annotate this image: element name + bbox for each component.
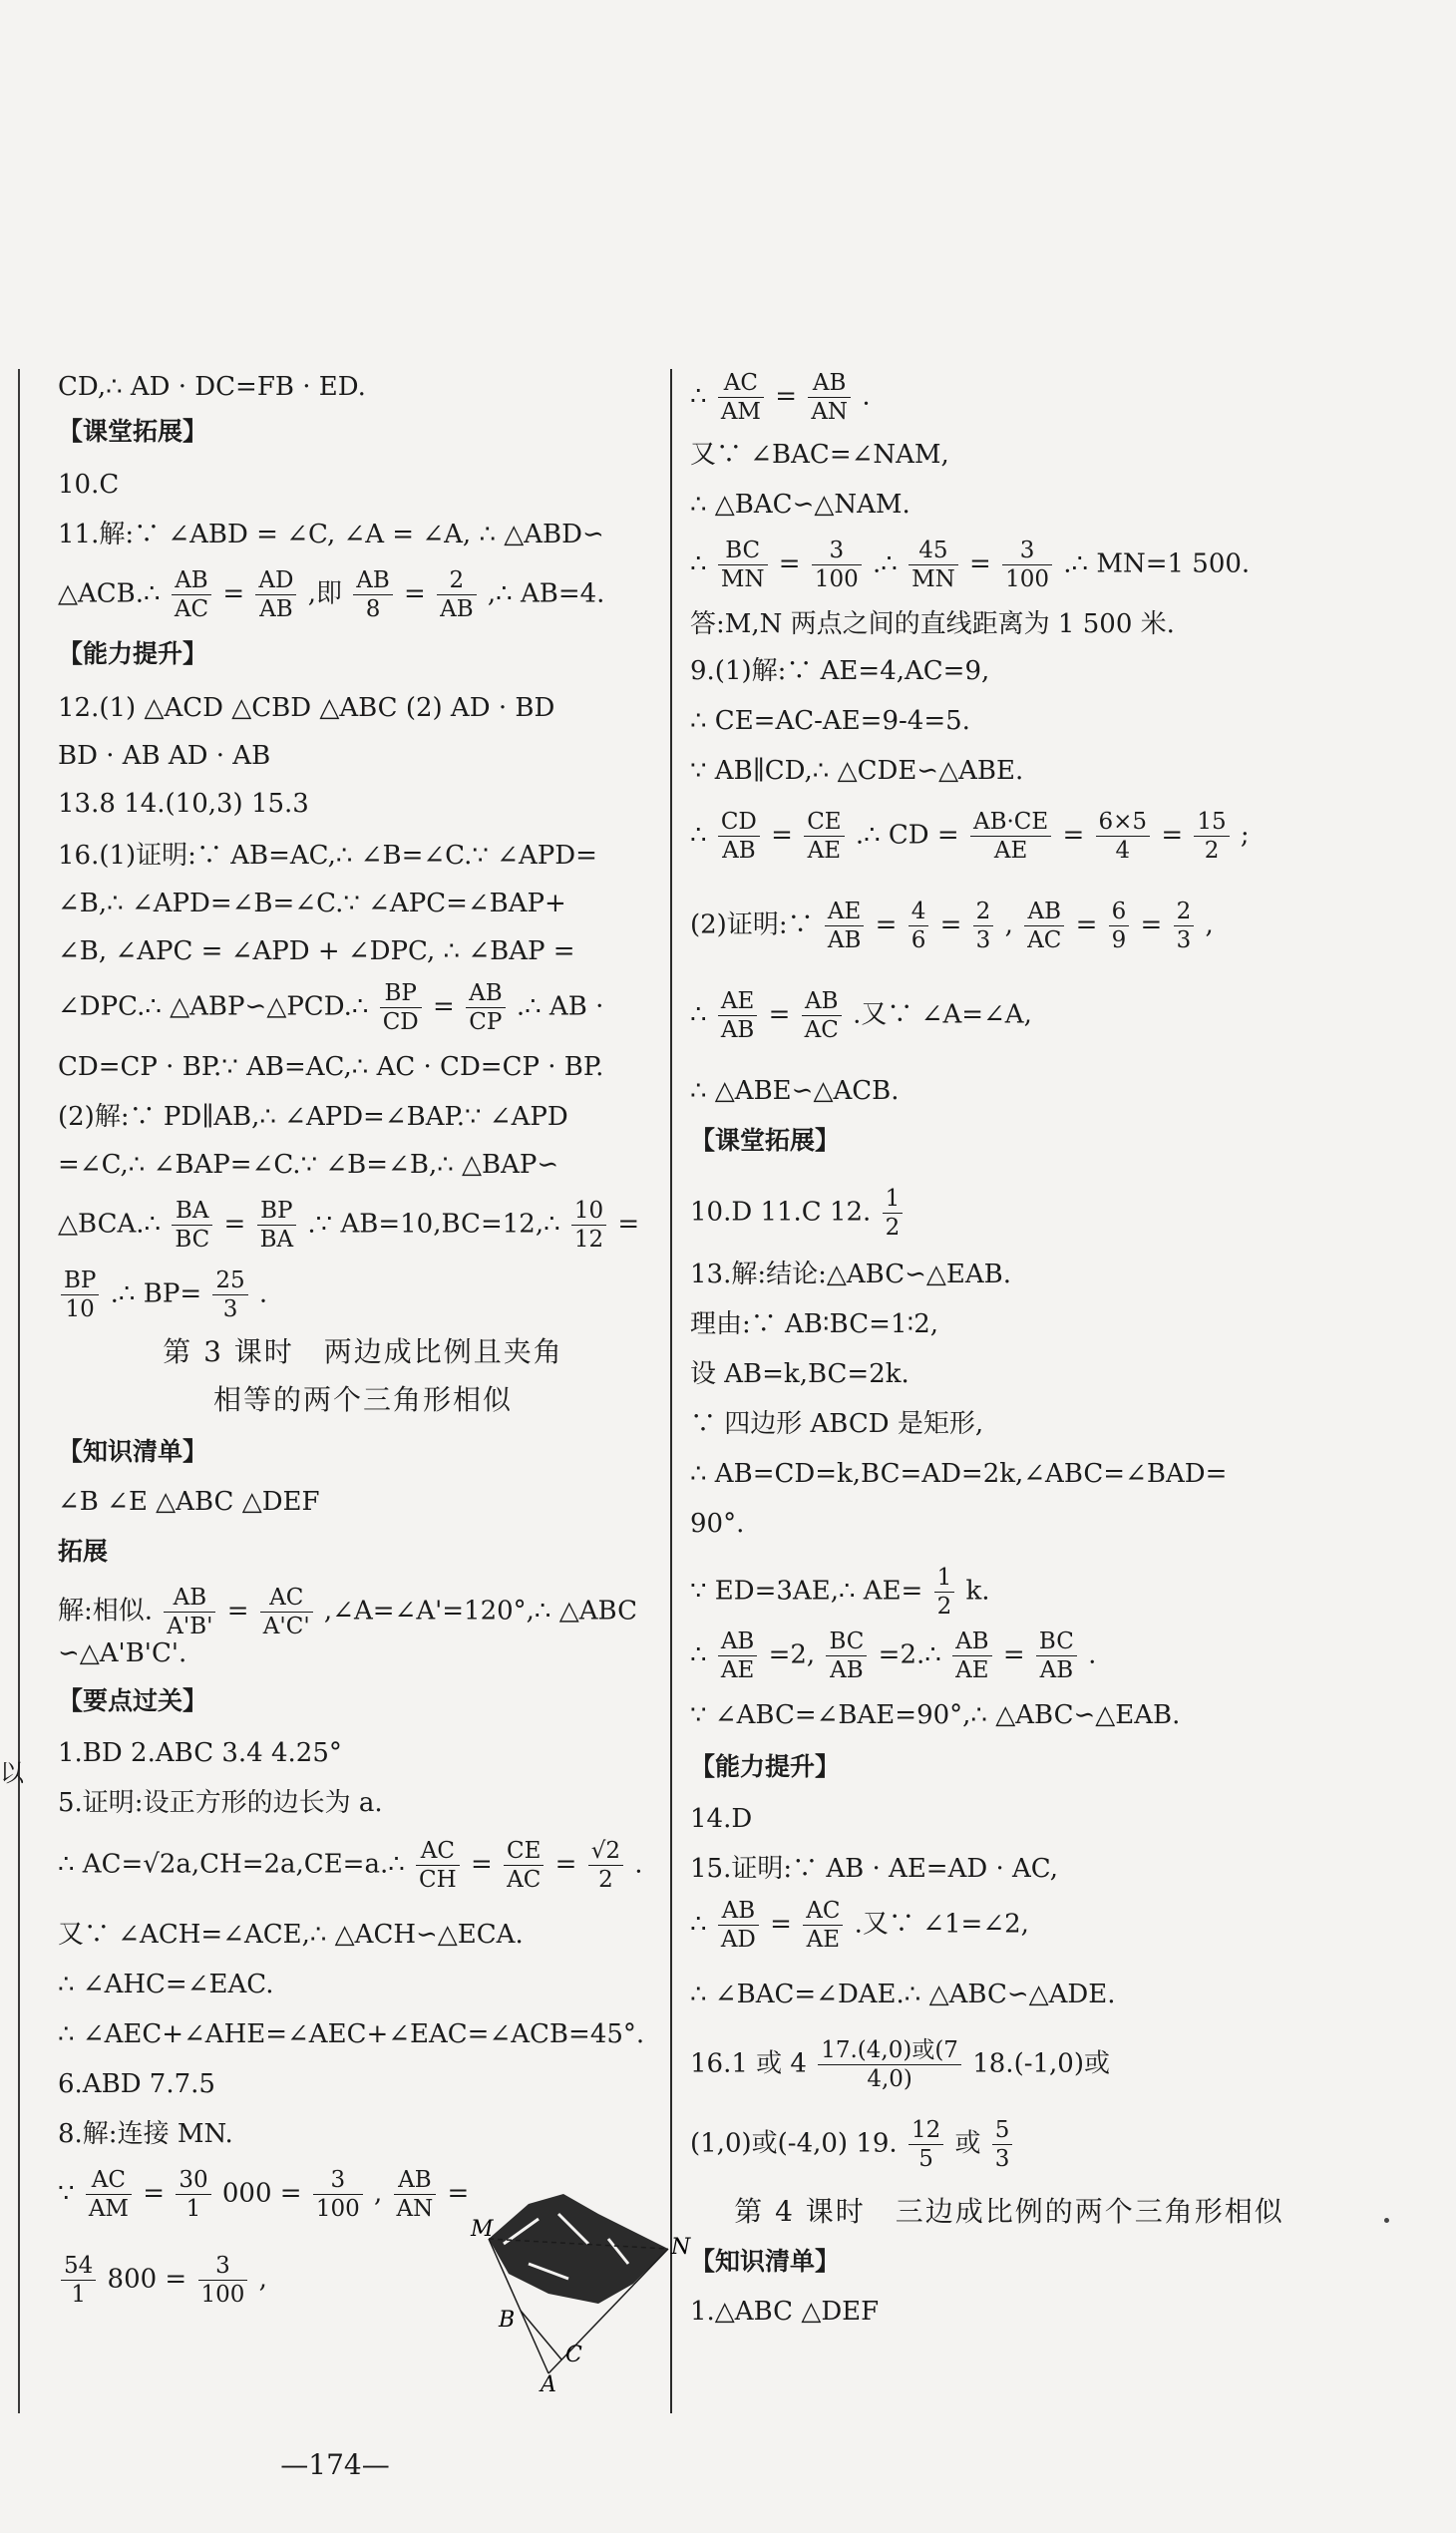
answer-line: ∴ CE=AC-AE=9-4=5. [690,706,970,736]
mountain-shape [489,2194,668,2304]
fraction: $\frac{√2}{2}$ [588,1837,623,1894]
fraction: $\frac{3}{100}$ [198,2252,248,2309]
answer-line: ∵ 四边形 ABCD 是矩形, [690,1409,984,1439]
answer-line: ∴ $\frac{AB}{AE}$ =2, $\frac{BC}{AB}$ =2.∴ $\frac{AB}{AE}$ = $\frac{BC}{AB}$ . [690,1628,1097,1683]
answer-line: 10.D 11.C 12. $\frac{1}{2}$ [690,1185,906,1242]
answer-line: 解:相似. $\frac{AB}{A'B'}$ = $\frac{AC}{A'C'}$ ,∠A=∠A'=120°,∴ △ABC [58,1585,637,1639]
label-c: C [565,2343,582,2367]
fraction: $\frac{2}{3}$ [973,898,994,954]
fraction: $\frac{BC}{AB}$ [826,1628,867,1684]
fraction: $\frac{AB}{AN}$ [394,2166,437,2223]
section-heading: 【课堂拓展】 [58,417,208,446]
segment-bc [521,2311,561,2359]
answer-line: BD · AB AD · AB [58,741,271,771]
margin-dot [1384,2218,1389,2223]
answer-line: ∴ ∠AHC=∠EAC. [58,1970,274,1999]
answer-line: ∴ AC=√2a,CH=2a,CE=a.∴ $\frac{AC}{CH}$ = $\frac{CE}{AC}$ = $\frac{√2}{2}$ . [58,1838,643,1893]
section-heading: 【课堂拓展】 [690,1126,841,1155]
fraction: $\frac{10}{12}$ [571,1197,606,1254]
answer-line: 1.BD 2.ABC 3.4 4.25° [58,1738,342,1768]
fraction: $\frac{BP}{CD}$ [380,979,422,1036]
column-divider [670,369,672,2413]
answer-line: ∵ AB∥CD,∴ △CDE∽△ABE. [690,756,1024,786]
fraction: $\frac{6}{9}$ [1109,898,1130,954]
answer-line: 16.1 或 4 $\frac{\text{17.(4,0)或(7}}{4,0)}$ 18.(-1,0)或 [690,2037,1110,2092]
answer-line: ∠B,∴ ∠APD=∠B=∠C.∵ ∠APC=∠BAP+ [58,889,566,918]
fraction: $\frac{CE}{AE}$ [804,808,844,865]
fraction: $\frac{BP}{BA}$ [257,1197,297,1254]
section-heading: 【知识清单】 [690,2247,841,2276]
answer-line: 又∵ ∠BAC=∠NAM, [690,440,949,470]
fraction: $\frac{2}{3}$ [1174,898,1195,954]
answer-line: ∵ ∠ABC=∠BAE=90°,∴ △ABC∽△EAB. [690,1700,1181,1730]
answer-line: 1.△ABC △DEF [690,2297,880,2327]
answer-line: ∽△A'B'C'. [58,1638,187,1668]
fraction: $\frac{CD}{AB}$ [718,808,760,865]
fraction: $\frac{4}{6}$ [909,898,929,954]
fraction: $\frac{AB}{AE}$ [718,1628,758,1684]
answer-line: $\frac{54}{1}$ 800 = $\frac{3}{100}$ , [58,2252,267,2309]
fraction: $\frac{AB}{AC}$ [172,566,211,623]
answer-line: 答:M,N 两点之间的直线距离为 1 500 米. [690,609,1175,639]
section-heading: 【能力提升】 [58,639,208,668]
answer-line: ∴ AB=CD=k,BC=AD=2k,∠ABC=∠BAD= [690,1459,1228,1489]
answer-line: 13.8 14.(10,3) 15.3 [58,789,309,819]
fraction: $\frac{AE}{AB}$ [718,987,758,1044]
fraction: $\frac{AC}{AM}$ [86,2166,132,2223]
section-heading: 【知识清单】 [58,1437,208,1466]
answer-line: ∴ $\frac{AC}{AM}$ = $\frac{AB}{AN}$ . [690,370,871,425]
margin-character: 以 [0,1759,24,1787]
fraction: $\frac{BC}{MN}$ [718,537,768,593]
answer-line: 12.(1) △ACD △CBD △ABC (2) AD · BD [58,693,555,723]
answer-line: ∴ △ABE∽△ACB. [690,1076,900,1106]
fraction: $\frac{1}{2}$ [934,1564,955,1621]
fraction: $\frac{2}{AB}$ [437,566,477,623]
fraction: $\frac{25}{3}$ [212,1266,247,1323]
fraction: $\frac{AB}{AD}$ [718,1897,759,1954]
fraction: $\frac{AB}{AC}$ [1024,898,1064,954]
lesson-title: 第 3 课时 两边成比例且夹角 [163,1335,563,1368]
answer-line: (1,0)或(-4,0) 19. $\frac{12}{5}$ 或 $\frac{5}{3}$ [690,2116,1015,2173]
label-n: N [671,2235,691,2260]
answer-line: 理由:∵ AB∶BC=1∶2, [690,1309,939,1339]
fraction: $\frac{AE}{AB}$ [825,898,865,954]
lesson-title: 相等的两个三角形相似 [212,1383,513,1416]
fraction: $\frac{1}{2}$ [883,1185,904,1242]
label-b: B [499,2308,516,2333]
answer-line: 10.C [58,470,120,500]
left-margin-rule [18,369,20,2413]
answer-line: 6.ABD 7.7.5 [58,2069,215,2099]
answer-line: ∴ $\frac{CD}{AB}$ = $\frac{CE}{AE}$ .∴ CD = $\frac{AB\cdot CE}{AE}$ = $\frac{6\times 5}{4}$ = $\frac{15}{2}$ ; [690,809,1250,864]
fraction: $\frac{3}{100}$ [1002,537,1052,593]
answer-line: (2)解:∵ PD∥AB,∴ ∠APD=∠BAP.∵ ∠APD [58,1102,568,1132]
label-m: M [471,2217,494,2242]
lesson-title: 第 4 课时 三边成比例的两个三角形相似 [734,2195,1284,2228]
answer-line: 又∵ ∠ACH=∠ACE,∴ △ACH∽△ECA. [58,1920,524,1950]
fraction: $\frac{\text{17.(4,0)或(7}}{4,0)}$ [818,2036,961,2093]
answer-line: △ACB.∴ $\frac{AB}{AC}$ = $\frac{AD}{AB}$ ,即 $\frac{AB}{8}$ = $\frac{2}{AB}$ ,∴ AB=4. [58,567,605,622]
answer-line: ∴ $\frac{AE}{AB}$ = $\frac{AB}{AC}$ .又∵ ∠A=∠A, [690,988,1032,1043]
fraction: $\frac{BC}{AB}$ [1036,1628,1077,1684]
fraction: $\frac{AB}{AN}$ [808,369,851,426]
section-heading: 【要点过关】 [58,1686,208,1715]
answer-line: ∴ ∠AEC+∠AHE=∠AEC+∠EAC=∠ACB=45°. [58,2019,645,2049]
fraction: $\frac{AB}{AC}$ [802,987,842,1044]
fraction: $\frac{AB}{8}$ [353,566,393,623]
fraction: $\frac{AC}{A'C'}$ [260,1584,313,1640]
fraction: $\frac{AB}{A'B'}$ [164,1584,215,1640]
fraction: $\frac{5}{3}$ [992,2116,1013,2173]
fraction: $\frac{AB}{AE}$ [952,1628,992,1684]
fraction: $\frac{15}{2}$ [1194,808,1229,865]
fraction: $\frac{AB\cdot CE}{AE}$ [970,808,1051,865]
answer-line: ∵ ED=3AE,∴ AE= $\frac{1}{2}$ k. [690,1565,990,1620]
label-a: A [541,2372,556,2397]
answer-line: 11.解:∵ ∠ABD = ∠C, ∠A = ∠A, ∴ △ABD∽ [58,520,604,549]
fraction: $\frac{54}{1}$ [61,2252,96,2309]
fraction: $\frac{3}{100}$ [812,537,862,593]
answer-line: ∠B ∠E △ABC △DEF [58,1487,320,1517]
fraction: $\frac{AB}{CP}$ [466,979,506,1036]
answer-line: $\frac{BP}{10}$ .∴ BP= $\frac{25}{3}$ . [58,1266,267,1323]
answer-line: (2)证明:∵ $\frac{AE}{AB}$ = $\frac{4}{6}$ = $\frac{2}{3}$ , $\frac{AB}{AC}$ = $\frac{6}{9}$ = $\frac{2}{3}$ , [690,899,1214,953]
fraction: $\frac{12}{5}$ [909,2116,943,2173]
answer-line: ∴ △BAC∽△NAM. [690,490,910,520]
answer-line: ∴ $\frac{BC}{MN}$ = $\frac{3}{100}$ .∴ $\frac{45}{MN}$ = $\frac{3}{100}$ .∴ MN=1 500. [690,538,1251,592]
answer-line: CD,∴ AD · DC=FB · ED. [58,372,366,402]
fraction: $\frac{3}{100}$ [313,2166,363,2223]
fraction: $\frac{AC}{CH}$ [416,1837,460,1894]
answer-line: ∠B, ∠APC = ∠APD + ∠DPC, ∴ ∠BAP = [58,936,575,966]
mountain-figure [469,2184,691,2397]
answer-line: 5.证明:设正方形的边长为 a. [58,1788,383,1818]
answer-line: 13.解:结论:△ABC∽△EAB. [690,1260,1012,1289]
fraction: $\frac{30}{1}$ [176,2166,210,2223]
section-heading: 【能力提升】 [690,1752,841,1781]
answer-line: △BCA.∴ $\frac{BA}{BC}$ = $\frac{BP}{BA}$ .∵ AB=10,BC=12,∴ $\frac{10}{12}$ = [58,1198,640,1253]
answer-line: ∴ ∠BAC=∠DAE.∴ △ABC∽△ADE. [690,1980,1116,2009]
section-heading: 拓展 [58,1537,109,1566]
fraction: $\frac{AC}{AE}$ [803,1897,843,1954]
answer-line: ∠DPC.∴ △ABP∽△PCD.∴ $\frac{BP}{CD}$ = $\frac{AB}{CP}$ .∴ AB · [58,980,604,1035]
fraction: $\frac{BP}{10}$ [61,1266,99,1323]
fraction: $\frac{45}{MN}$ [909,537,958,593]
answer-line: 设 AB=k,BC=2k. [690,1359,910,1389]
fraction: $\frac{CE}{AC}$ [504,1837,544,1894]
answer-line: 9.(1)解:∵ AE=4,AC=9, [690,656,990,686]
fraction: $\frac{AC}{AM}$ [718,369,764,426]
page-number: —174— [280,2448,390,2481]
answer-line: CD=CP · BP.∵ AB=AC,∴ AC · CD=CP · BP. [58,1052,604,1082]
answer-line: =∠C,∴ ∠BAP=∠C.∵ ∠B=∠B,∴ △BAP∽ [58,1150,559,1180]
answer-line: 16.(1)证明:∵ AB=AC,∴ ∠B=∠C.∵ ∠APD= [58,841,597,871]
fraction: $\frac{BA}{BC}$ [172,1197,212,1254]
answer-line: 90°. [690,1509,745,1539]
answer-line: ∴ $\frac{AB}{AD}$ = $\frac{AC}{AE}$ .又∵ ∠1=∠2, [690,1898,1029,1953]
answer-line: 8.解:连接 MN. [58,2119,233,2149]
answer-line: 15.证明:∵ AB · AE=AD · AC, [690,1854,1059,1884]
fraction: $\frac{AD}{AB}$ [255,566,296,623]
answer-line: 14.D [690,1804,753,1834]
answer-line: ∵ $\frac{AC}{AM}$ = $\frac{30}{1}$ 000 = $\frac{3}{100}$ , $\frac{AB}{AN}$ = [58,2167,470,2222]
fraction: $\frac{6\times 5}{4}$ [1096,808,1151,865]
